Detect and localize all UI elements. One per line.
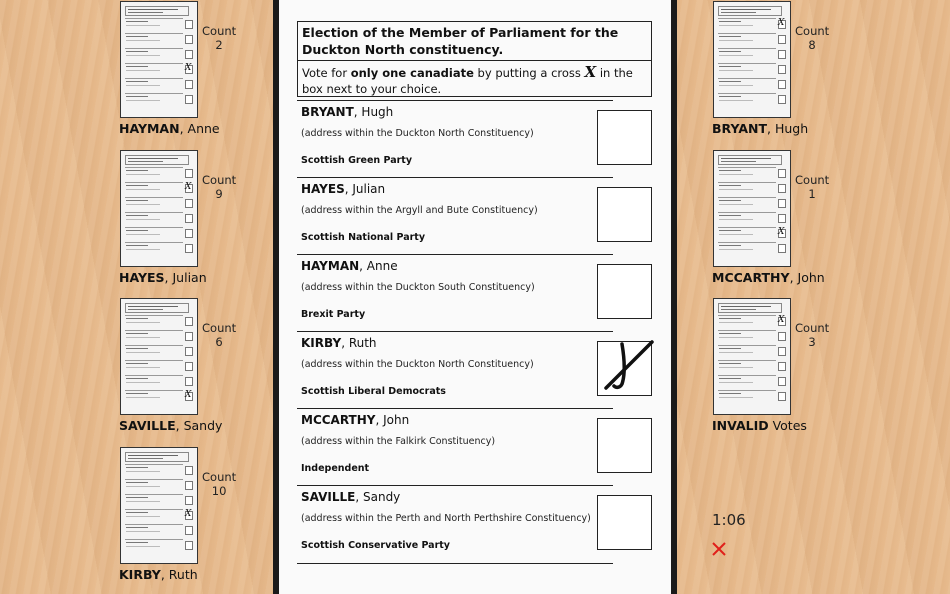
candidate-party: Independent [301,463,370,474]
candidate-row [297,177,657,254]
candidate-row [297,485,657,562]
vote-box[interactable] [597,264,652,319]
pile-label: BRYANT, Hugh [712,121,809,136]
timer: 1:06 [712,511,746,529]
candidate-address: (address within the Duckton North Constituency) [301,359,534,370]
candidate-address: (address within the Argyll and Bute Constituency) [301,205,538,216]
ballot-pile[interactable] [713,150,791,267]
candidate-row [297,408,657,485]
cross-mark-icon: X [778,315,785,325]
cross-mark-icon: X [185,509,192,519]
vote-box[interactable] [597,187,652,242]
candidate-address: (address within the Perth and North Perthshire Constituency) [301,513,591,524]
ballot-pile[interactable] [120,447,198,564]
candidate-address: (address within the Falkirk Constituency) [301,436,496,447]
pile-label: HAYES, Julian [119,270,207,285]
ballot-instruction: Vote for only one canadiate by putting a cross X in the box next to your choice. [302,63,633,96]
candidate-party: Scottish Conservative Party [301,540,450,551]
pile-count: Count 2 [202,24,237,52]
candidate-name: BRYANT, Hugh [301,105,394,119]
pile-label: HAYMAN, Anne [119,121,220,136]
pile-count: Count 1 [795,173,830,201]
vote-box[interactable] [597,341,652,396]
candidate-address: (address within the Duckton South Constituency) [301,282,535,293]
pile-label: SAVILLE, Sandy [119,418,223,433]
pile-label: MCCARTHY, John [712,270,825,285]
candidate-row [297,100,657,177]
candidate-name: HAYES, Julian [301,182,386,196]
ballot-pile[interactable] [120,150,198,267]
handwritten-cross-icon [596,336,658,396]
candidate-name: HAYMAN, Anne [301,259,398,273]
ballot-title: Election of the Member of Parliament for the Duckton North constituency. [302,25,619,57]
candidate-party: Scottish Liberal Democrats [301,386,446,397]
pile-count: Count 3 [795,321,830,349]
candidate-name: MCCARTHY, John [301,413,410,427]
ballot-pile[interactable] [120,298,198,415]
pile-count: Count 6 [202,321,237,349]
candidate-name: KIRBY, Ruth [301,336,377,350]
cross-mark-icon: X [778,227,785,237]
candidate-party: Scottish Green Party [301,155,413,166]
cross-mark-icon: X [185,390,192,400]
cross-mark-icon: X [778,18,785,28]
pile-count: Count 9 [202,173,237,201]
cross-mark-icon: X [185,63,192,73]
pile-label: INVALID Votes [712,418,807,433]
candidate-row [297,254,657,331]
ballot-pile[interactable] [120,1,198,118]
cross-icon: X [584,63,597,81]
pile-count: Count 10 [202,470,237,498]
vote-box[interactable] [597,418,652,473]
vote-box[interactable] [597,110,652,165]
ballot-pile[interactable] [713,298,791,415]
ballot-header [297,21,652,97]
ballot-pile[interactable] [713,1,791,118]
close-icon[interactable] [711,541,727,557]
candidate-row [297,331,657,408]
pile-label: KIRBY, Ruth [119,567,198,582]
candidate-party: Scottish National Party [301,232,426,243]
candidate-party: Brexit Party [301,309,366,320]
candidate-address: (address within the Duckton North Constituency) [301,128,534,139]
pile-count: Count 8 [795,24,830,52]
vote-box[interactable] [597,495,652,550]
candidate-name: SAVILLE, Sandy [301,490,401,504]
cross-mark-icon: X [185,182,192,192]
